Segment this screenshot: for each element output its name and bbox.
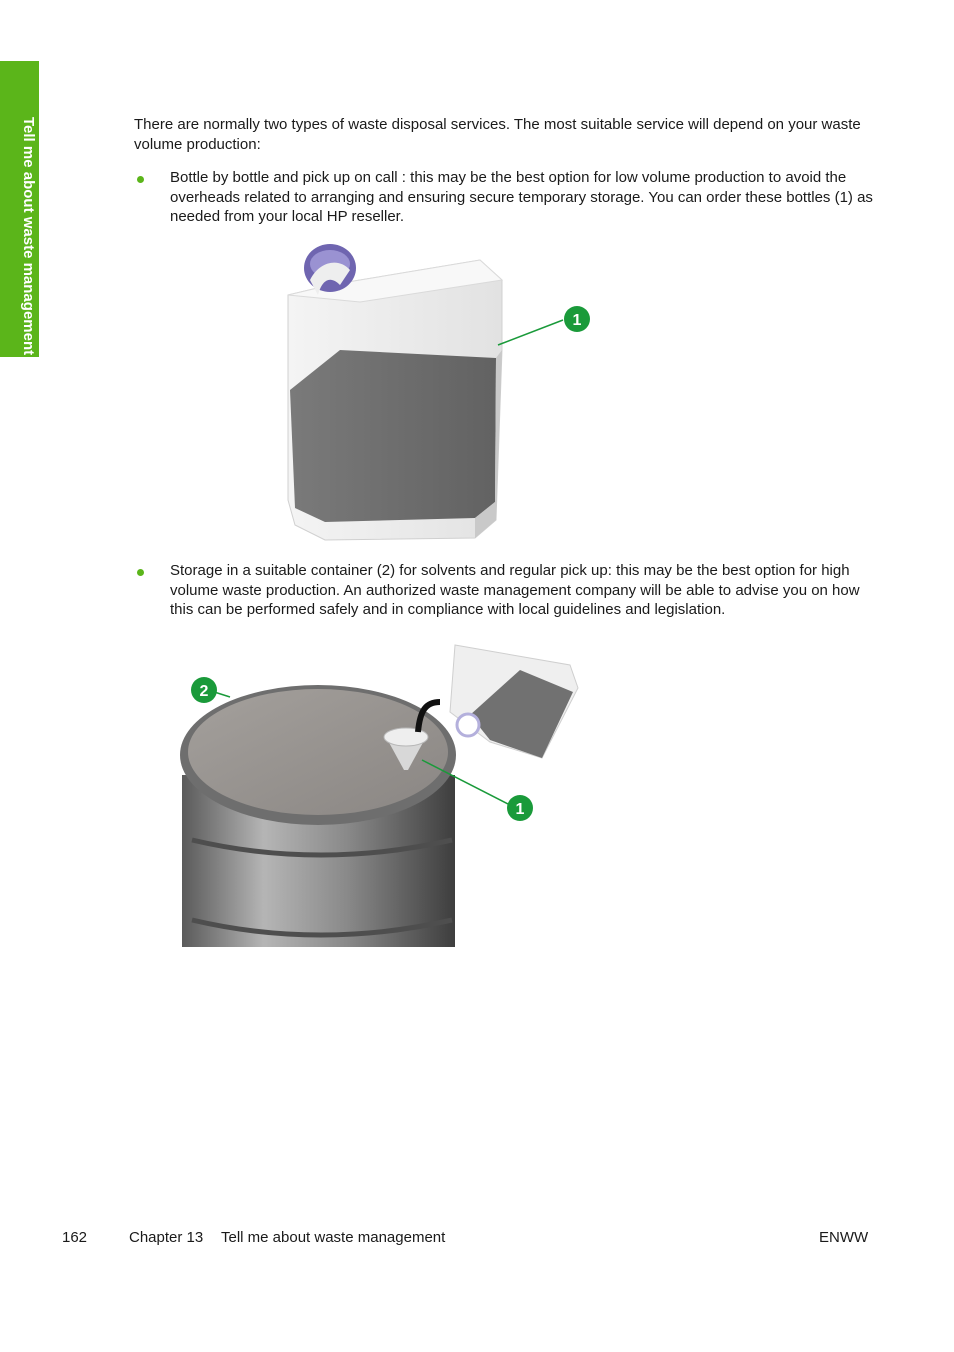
callout-number: 1: [572, 312, 582, 329]
side-tab-label: Tell me about waste management: [20, 117, 37, 356]
footer-locale: ENWW: [819, 1229, 869, 1246]
bullet-item-bottle: Bottle by bottle and pick up on call : this may be the best option for low volume production to avoid the overheads related to arranging and ensuring secure temporary storage. You can order these bottles (1) as needed from your local HP reseller.: [170, 169, 873, 225]
intro-paragraph: There are normally two types of waste disposal services. The most suitable service will depend on your waste volume production:: [134, 116, 861, 153]
bullet-item-container: Storage in a suitable container (2) for solvents and regular pick up: this may be the best option for high volume waste production. An authorized waste management company will be able to advise you on how this can be performed safely and in compliance with local guidelines and legislation.: [170, 562, 860, 618]
bullet-icon: [137, 176, 144, 183]
bullet-icon: [137, 569, 144, 576]
callout-number: 1: [515, 801, 525, 818]
page-number: 162: [62, 1229, 88, 1246]
waste-drum-illustration: [170, 640, 600, 947]
chapter-side-tab: [0, 61, 39, 357]
footer-chapter-title: Tell me about waste management: [221, 1229, 446, 1246]
waste-bottle-illustration: [270, 240, 640, 545]
footer-chapter: Chapter 13: [129, 1229, 204, 1246]
callout-number: 2: [199, 683, 209, 700]
